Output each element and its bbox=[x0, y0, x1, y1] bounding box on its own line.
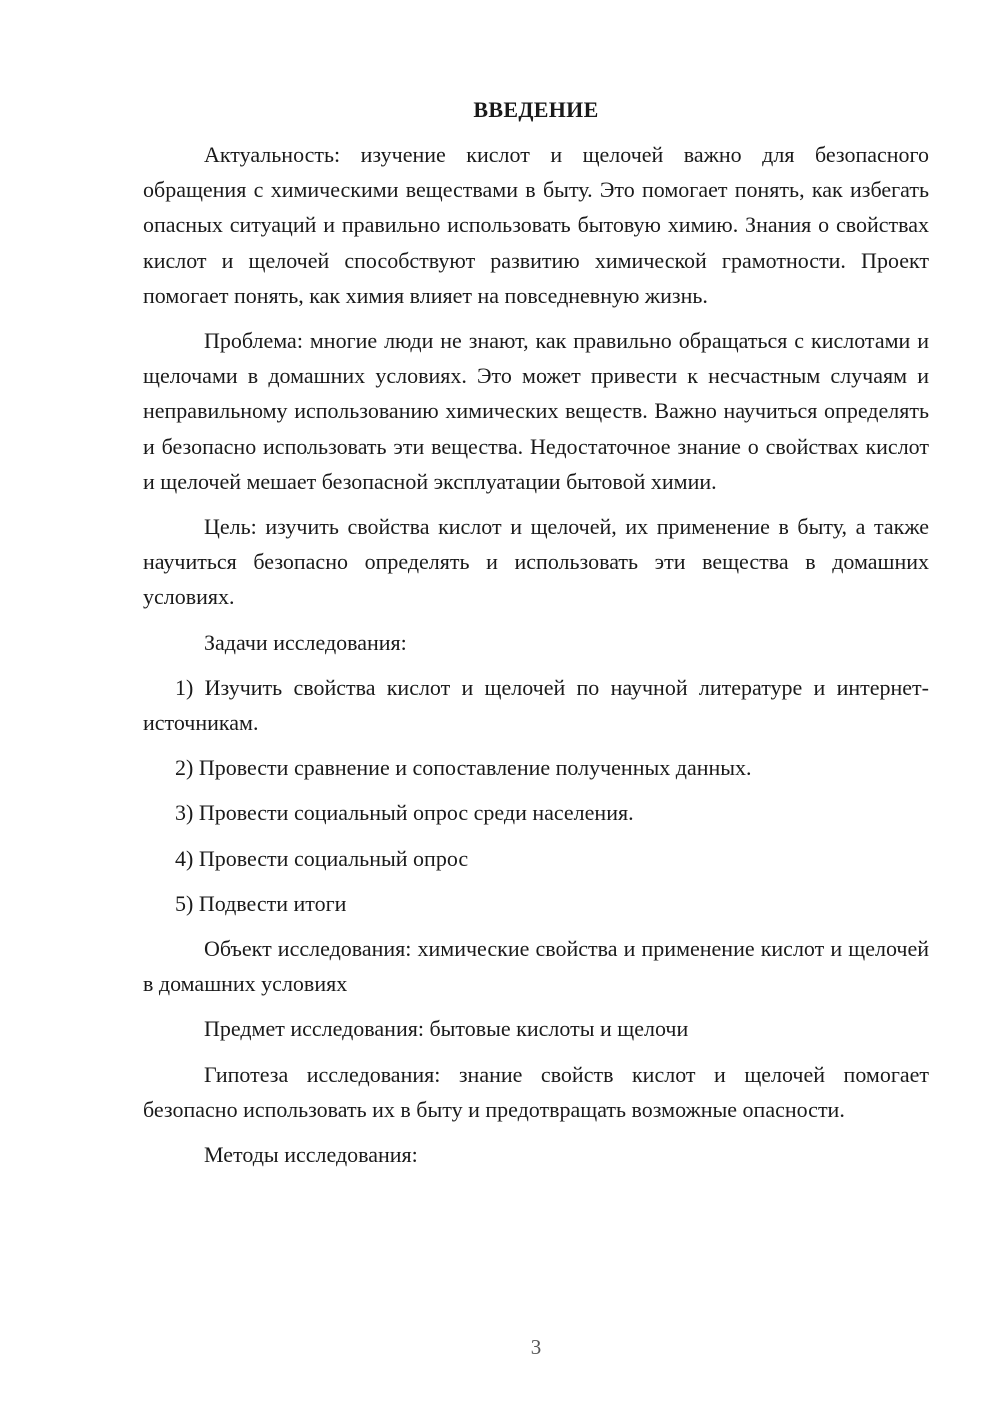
paragraph-goal: Цель: изучить свойства кислот и щелочей, их применение в быту, а также научиться безопасно определять и использовать эти вещества в домашних условиях. bbox=[143, 514, 929, 610]
task-item-4: 4) Провести социальный опрос bbox=[175, 845, 469, 871]
paragraph-problem: Проблема: многие люди не знают, как правильно обращаться с кислотами и щелочами в домашних условиях. Это может привести к несчастным случаям и неправильному использованию химических веществ. Важно научиться определять и безопасно использовать эти вещества. Недостаточное знание о свойствах кислот и щелочей мешает безопасной эксплуатации бытовой химии. bbox=[143, 328, 929, 494]
task-item-2: 2) Провести сравнение и сопоставление полученных данных. bbox=[175, 755, 752, 781]
task-item-1: 1) Изучить свойства кислот и щелочей по научной литературе и интернет-источникам. bbox=[143, 674, 929, 736]
page-number: 3 bbox=[530, 1335, 542, 1359]
paragraph-subject: Предмет исследования: бытовые кислоты и щелочи bbox=[204, 1016, 689, 1042]
tasks-title: Задачи исследования: bbox=[204, 629, 407, 655]
paragraph-relevance: Актуальность: изучение кислот и щелочей важно для безопасного обращения с химическими веществами в быту. Это помогает понять, как избегать опасных ситуаций и правильно использовать бытовую химию. Знания о свойствах кислот и щелочей способствуют развитию химической грамотности. Проект помогает понять, как химия влияет на повседневную жизнь. bbox=[143, 142, 929, 308]
paragraph-hypothesis: Гипотеза исследования: знание свойств кислот и щелочей помогает безопасно использовать их в быту и предотвращать возможные опасности. bbox=[143, 1061, 929, 1122]
task-item-3: 3) Провести социальный опрос среди населения. bbox=[175, 800, 634, 826]
task-item-5: 5) Подвести итоги bbox=[175, 890, 347, 916]
methods-title: Методы исследования: bbox=[204, 1142, 418, 1168]
section-heading: ВВЕДЕНИЕ bbox=[473, 97, 599, 122]
document-page bbox=[143, 92, 929, 1172]
paragraph-object: Объект исследования: химические свойства и применение кислот и щелочей в домашних условиях bbox=[143, 936, 929, 997]
